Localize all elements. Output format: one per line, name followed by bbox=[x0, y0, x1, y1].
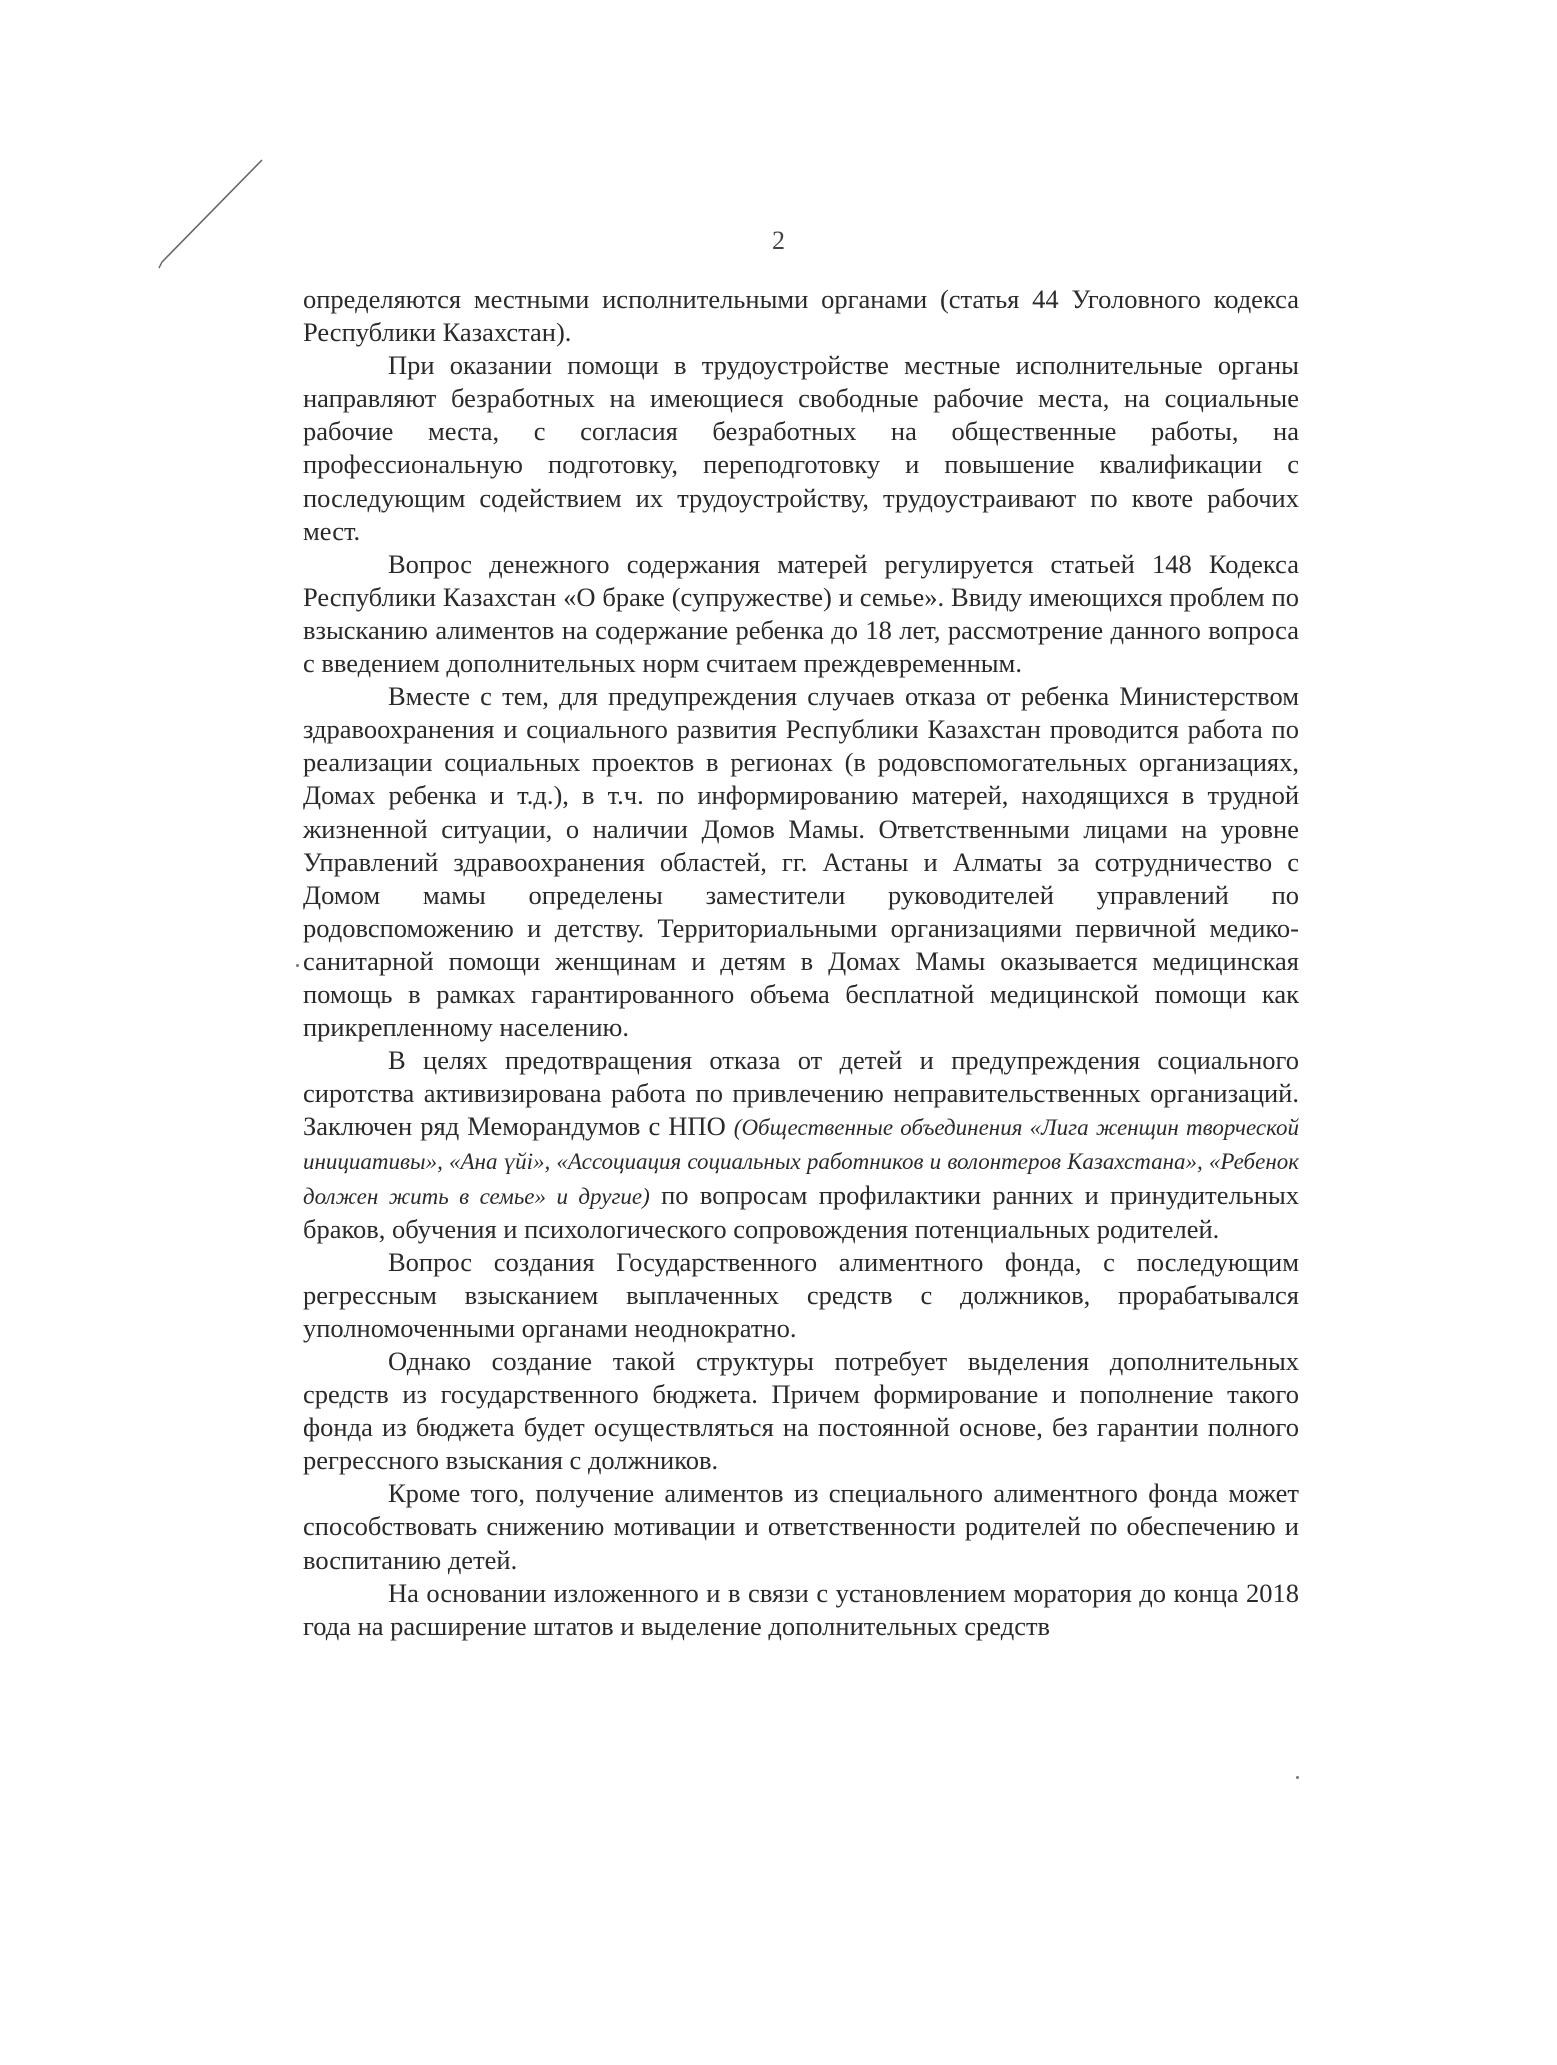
paragraph-ngo-text-start: В целях предотвращения отказа от детей и предупреждения социального сиротства активизирована работа по привлечению неправительственных организаций. Заключен ряд Меморандумов с НПО bbox=[303, 1045, 1299, 1142]
paragraph-alimony-fund: Вопрос создания Государственного алиментного фонда, с последующим регрессным взысканием выплаченных средств с должников, прорабатывался уполномоченными органами неоднократно. bbox=[303, 1246, 1299, 1343]
scan-speck bbox=[1296, 1776, 1299, 1779]
paragraph-child-abandonment-prevention: Вместе с тем, для предупреждения случаев отказа от ребенка Министерством здравоохранения и социального развития Республики Казахстан проводится работа по реализации социальных проектов в регионах (в родовспомогательных организациях, Домах ребенка и т.д.), в т.ч. по информированию матерей, находящихся в трудной жизненной ситуации, о наличии Домов Мамы. Ответственными лицами на уровне Управлений здравоохранения областей, гг. Астаны и Алматы за сотрудничество с Домом мамы определены заместители руководителей управлений по родовспоможению и детству. Территориальными организациями первичной медико-санитарной помощи женщинам и детям в Домах Мамы оказывается медицинская помощь в рамках гарантированного объема бесплатной медицинской помощи как прикрепленному населению. bbox=[303, 681, 1299, 1043]
paragraph-conclusion: На основании изложенного и в связи с установлением моратория до конца 2018 года на расширение штатов и выделение дополнительных средств bbox=[303, 1577, 1299, 1641]
paragraph-employment-assistance: При оказании помощи в трудоустройстве местные исполнительные органы направляют безработных на имеющиеся свободные рабочие места, на социальные рабочие места, с согласия безработных на общественные работы, на профессиональную подготовку, переподготовку и повышение квалификации с последующим содействием их трудоустройству, трудоустраивают по квоте рабочих мест. bbox=[303, 350, 1299, 546]
paragraph-budget-concerns: Однако создание такой структуры потребует выделения дополнительных средств из государственного бюджета. Причем формирование и пополнение такого фонда из бюджета будет осуществляться на постоянной основе, без гарантии полного регрессного взыскания с должников. bbox=[303, 1346, 1299, 1476]
page-number: 2 bbox=[772, 226, 785, 255]
paragraph-continuation: определяются местными исполнительными органами (статья 44 Уголовного кодекса Республики Казахстан). bbox=[303, 284, 1299, 348]
paragraph-ngo-text-end: по вопросам профилактики ранних и принудительных браков, обучения и психологического сопровождения потенциальных родителей. bbox=[303, 1179, 1300, 1244]
paragraph-ngo-list-italic: (Общественные объединения «Лига женщин творческой инициативы», «Ана үйі», «Ассоциация социальных работников и волонтеров Казахстана», «Ребенок должен жить в семье» и другие) bbox=[303, 1115, 1299, 1209]
paragraph-maternal-support: Вопрос денежного содержания матерей регулируется статьей 148 Кодекса Республики Казахстан «О браке (супружестве) и семье». Ввиду имеющихся проблем по взысканию алиментов на содержание ребенка до 18 лет, рассмотрение данного вопроса с введением дополнительных норм считаем преждевременным. bbox=[303, 548, 1299, 679]
document-body bbox=[303, 283, 1299, 1643]
scan-speck bbox=[296, 964, 299, 967]
paragraph-ngo-memorandums bbox=[303, 1044, 1299, 1246]
pen-stroke-mark bbox=[150, 150, 290, 280]
paragraph-motivation: Кроме того, получение алиментов из специального алиментного фонда может способствовать снижению мотивации и ответственности родителей по обеспечению и воспитанию детей. bbox=[303, 1478, 1299, 1575]
